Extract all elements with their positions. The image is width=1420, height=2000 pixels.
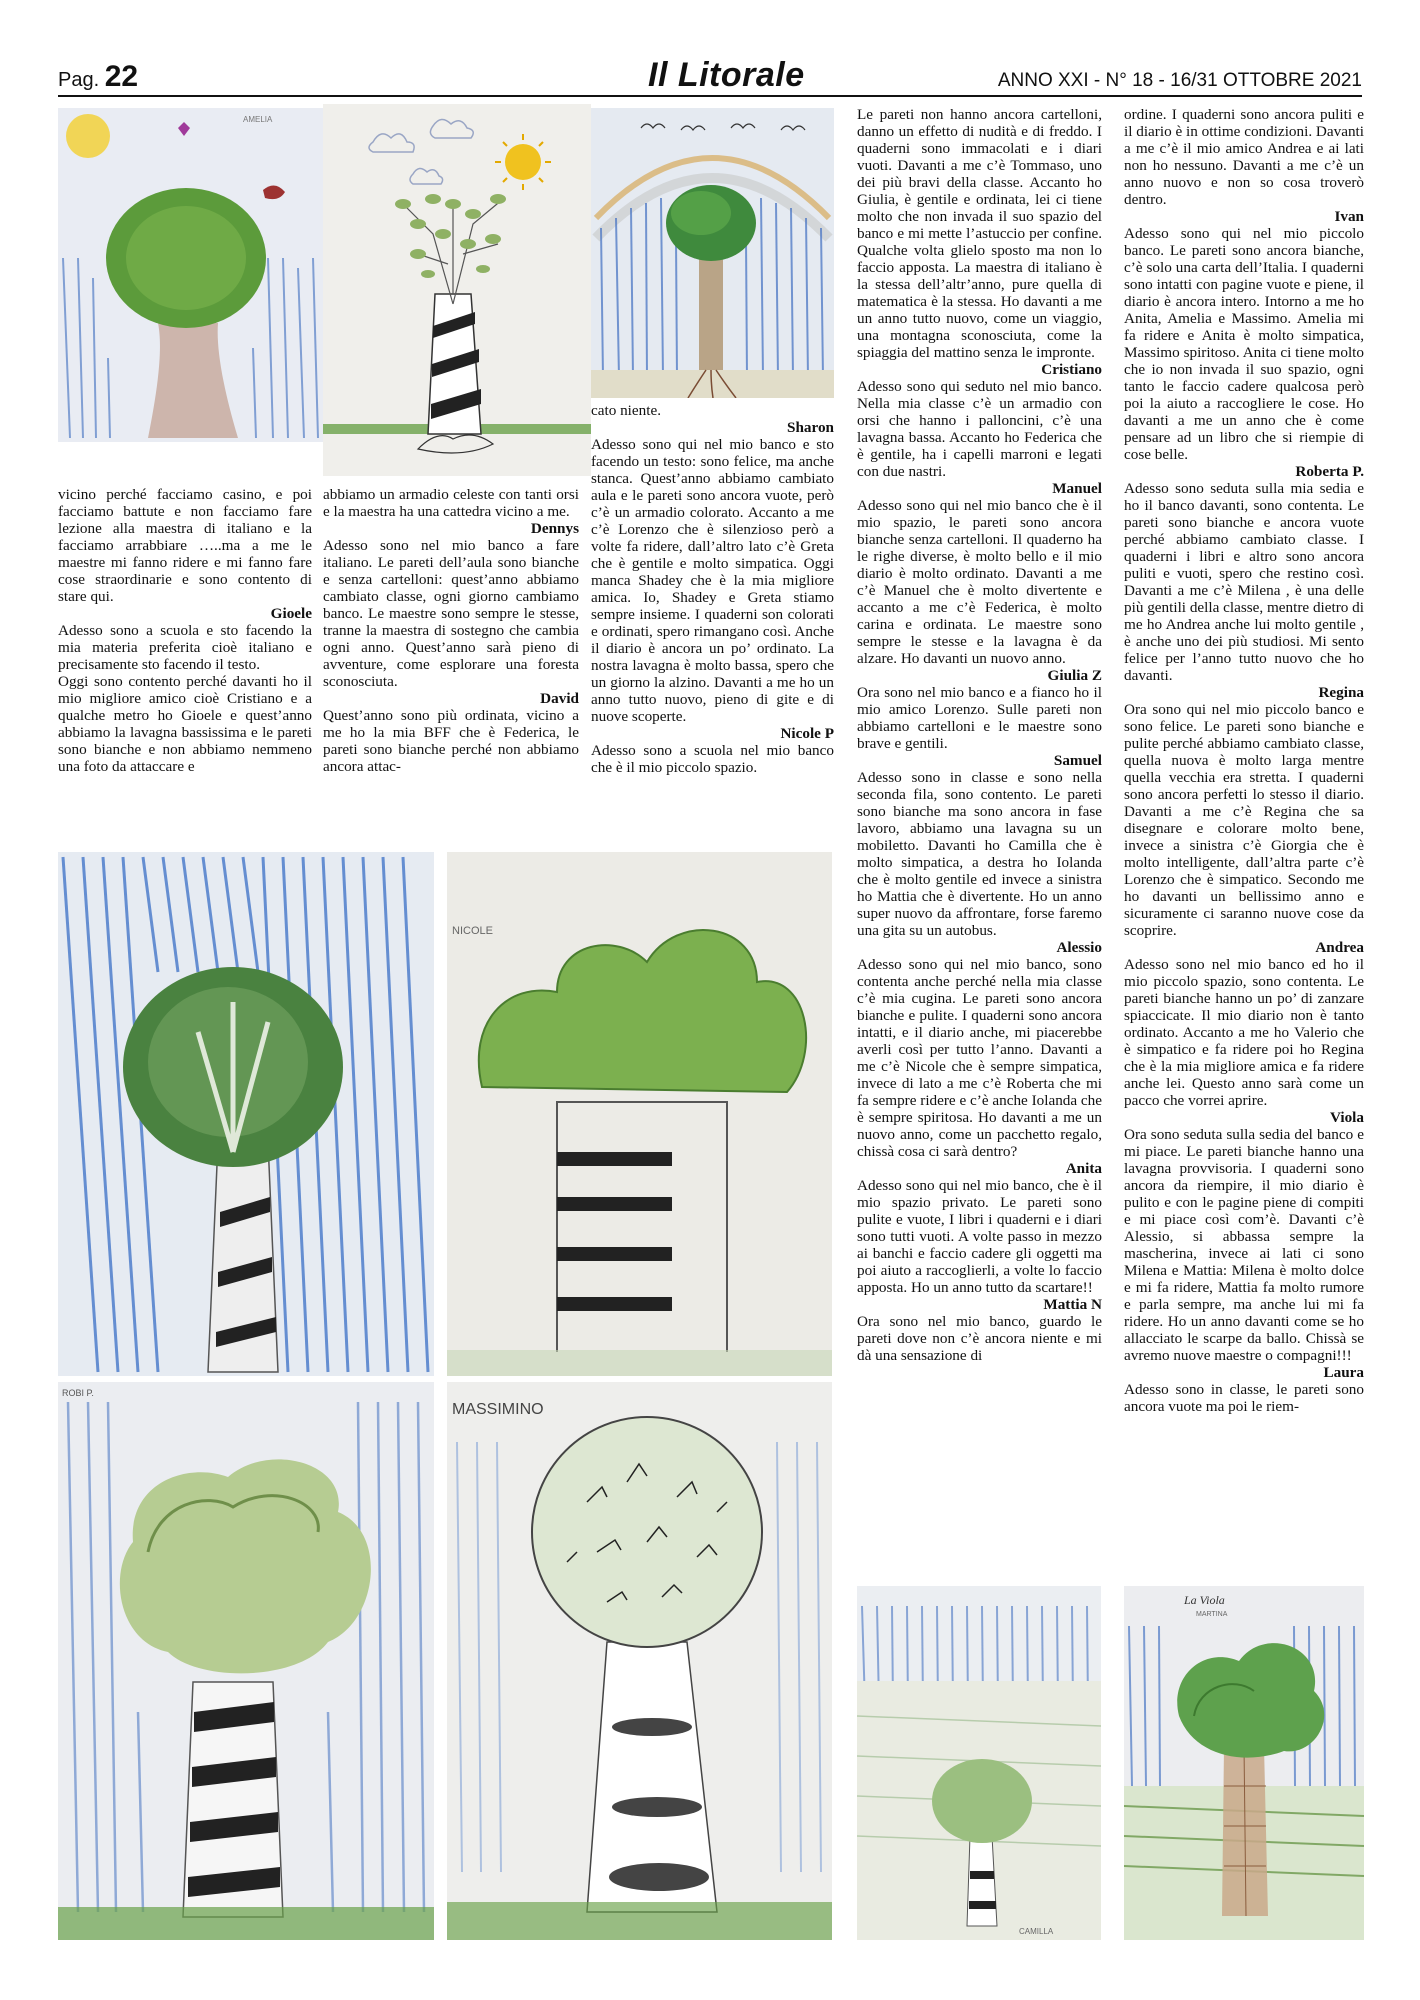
column-2 bbox=[323, 486, 579, 852]
drawing-label-robi: ROBI P. bbox=[62, 1388, 94, 1398]
author-signature: Nicole P bbox=[780, 725, 834, 742]
author-signature: Dennys bbox=[530, 520, 579, 537]
drawing-label-nicole: NICOLE bbox=[452, 925, 493, 937]
page-number: 22 bbox=[104, 60, 139, 93]
author-signature: Viola bbox=[1329, 1109, 1364, 1126]
text-paragraph: Adesso sono qui nel mio banco, sono contenta anche perché nella mia classe c’è mia cugina. Le pareti sono ancora bianche e pulite. I quaderni sono ancora intatti, e il diario anche, mi piacerebbe averli così per tutto l’anno. Davanti a me c’è Nicole che è sempre simpatica, invece di lato a me c’è Roberta che mi fa sempre ridere e c’è anche Iolanda che è sempre spiritosa. Ho davanti a me un nuovo anno, come un pacchetto regalo, chissà cosa ci sarà dentro? bbox=[857, 956, 1102, 1160]
author-signature: Gioele bbox=[270, 605, 312, 622]
drawing-label-viola: La Viola bbox=[1184, 1593, 1225, 1607]
author-signature: Samuel bbox=[1053, 752, 1102, 769]
column-1 bbox=[58, 486, 312, 852]
drawing-label-massimino: MASSIMINO bbox=[452, 1401, 544, 1418]
text-paragraph: Adesso sono seduta sulla mia sedia e ho il banco davanti, sono contenta. Le pareti sono bianche e ancora vuote perché abbiamo cambiato classe. I quaderni i libri e altro sono ancora puliti e vuoti, spero che restino così. Davanti a me c’è Milena , è una delle più gentili della classe, mentre dietro di me ho Andrea anche lui molto gentile , è anche uno dei più studiosi. Mi sento felice per l’anno tutto nuovo che ho davanti. bbox=[1124, 480, 1364, 684]
text-paragraph: Adesso sono qui nel mio piccolo banco. Le pareti sono ancora bianche, c’è solo una carta dell’Italia. I quaderni sono intatti con pagine vuote e piene, il diario è ancora intero. Intorno a me ho Anita, Amelia e Massimo. Amelia mi fa ridere e Anita è molto simpatica, Massimo spiritoso. Anita ci tiene molto che io non invada il suo spazio, ogni tanto le faccio cadere qualcosa però poi la aiuto a raccogliere le cose. Ho davanti a me un anno che è come pensare ad un libro che si riempie di cose belle. bbox=[1124, 225, 1364, 463]
text-paragraph: Adesso sono in classe, le pareti sono ancora vuote ma poi le riem- bbox=[1124, 1381, 1364, 1415]
issue-info: ANNO XXI - N° 18 - 16/31 OTTOBRE 2021 bbox=[997, 70, 1362, 91]
drawing-label-amelia: AMELIA bbox=[243, 115, 273, 124]
text-paragraph: Adesso sono qui seduto nel mio banco. Nella mia classe c’è un armadio con orsi che hanno i palloncini, c’è una lavagna bassa. Accanto ho Federica che è gentile, ha i capelli marroni e legati con due nastri. bbox=[857, 378, 1102, 480]
author-signature: Sharon bbox=[787, 419, 834, 436]
drawing-label-camilla: CAMILLA bbox=[1019, 1927, 1054, 1936]
author-signature: Anita bbox=[1065, 1160, 1102, 1177]
text-paragraph: ordine. I quaderni sono ancora puliti e il diario è in ottime condizioni. Davanti a me c’è il mio amico Andrea e ai lati non ho nessuno. Davanti a me c’è un anno nuovo e non so cosa troverò dentro. bbox=[1124, 106, 1364, 208]
drawing-massimino bbox=[447, 1382, 832, 1940]
drawing-amelia bbox=[58, 108, 324, 442]
text-paragraph: Ora sono nel mio banco, guardo le pareti dove non c’è ancora niente e mi dà una sensazione di bbox=[857, 1313, 1102, 1364]
drawing-tree-sun bbox=[323, 104, 591, 476]
drawing-label-viola-sub: MARTINA bbox=[1196, 1611, 1228, 1618]
drawing-robi bbox=[58, 1382, 434, 1940]
drawing-tree-arch bbox=[591, 108, 834, 398]
author-signature: Alessio bbox=[1056, 939, 1102, 956]
text-paragraph: Adesso sono nel mio banco ed ho il mio piccolo spazio, sono contenta. Le pareti bianche hanno un po’ di zanzare spiaccicate. Il mio diario non è tanto ordinato. Accanto a me ho Valerio che è simpatico e fa ridere poi ho Regina che è la mia migliore amica e fa ridere anche lei. Questo anno sarà come un pacco che vorrei aprire. bbox=[1124, 956, 1364, 1109]
header-rule bbox=[58, 95, 1362, 97]
text-paragraph: Adesso sono a scuola nel mio banco che è il mio piccolo spazio. bbox=[591, 742, 834, 776]
text-paragraph: Adesso sono nel mio banco a fare italiano. Le pareti dell’aula sono bianche e senza cartelloni: quest’anno abbiamo cambiato classe, ogni giorno cambiamo banco. Le maestre sono sempre le stesse, tranne la maestra di sostegno che cambia ogni anno. Quest’anno sarà pieno di avventure, come esplorare una foresta sconosciuta. bbox=[323, 537, 579, 690]
text-paragraph: Ora sono seduta sulla sedia del banco e mi piace. Le pareti bianche hanno una lavagna provvisoria. I quaderni sono ancora da riempire, il mio diario è pulito e con le pagine piene di compiti e mi piace così com’è. Davanti c’è Alessio, si abbassa sempre la mascherina, invece ai lati ci sono Milena e Mattia: Milena è molto dolce e mi fa ridere, Mattia fa molto rumore e parla sempre, ma anche lui mi fa ridere. Ho un anno davanti come se ho allacciato le scarpe da ballo. Chissà se avremo nuove maestre o compagni!!! bbox=[1124, 1126, 1364, 1364]
text-paragraph: Adesso sono qui nel mio banco e sto facendo un testo: sono felice, ma anche stanca. Quest’anno abbiamo cambiato aula e le pareti sono ancora vuote, però c’è un armadio colorato. Accanto a me c’è Lorenzo che è silenzioso però a volte fa ridere, dall’altro lato c’è Greta che è gentile e molto simpatica. Oggi manca Shadey che è la mia migliore amica. Io, Shadey e Greta stiamo sempre insieme. I quaderni son colorati e ordinati, spero rimangano così. Anche il diario è ancora un po’ ordinato. La nostra lavagna è molto bassa, spero che un giorno la alzino. Davanti a me ho un anno tutto nuovo, pieno di gite e di nuove scoperte. bbox=[591, 436, 834, 725]
text-paragraph: vicino perché facciamo casino, e poi facciamo battute e non facciamo fare lezione alla maestra di italiano e la facciamo arrabbiare …..ma a me le maestre mi fanno ridere e mi fanno fare cose straordinarie e sono contento di stare qui. bbox=[58, 486, 312, 605]
text-paragraph: Ora sono qui nel mio piccolo banco e sono felice. Le pareti sono bianche e pulite perché abbiamo cambiato classe, quella nuova è molto larga mentre quella vecchia era stretta. I quaderni sono ancora perfetti lo stesso il diario. Davanti a me c’è Regina che sa disegnare e colorare molto bene, invece a sinistra c’è Giorgia che è molto intelligente, dall’altra parte c’è Lorenzo che è simpatico. Secondo me ho davanti un bellissimo anno e sicuramente ci saranno nuove cose da scoprire. bbox=[1124, 701, 1364, 939]
author-signature: Regina bbox=[1318, 684, 1364, 701]
author-signature: Roberta P. bbox=[1295, 463, 1364, 480]
text-paragraph: Adesso sono a scuola e sto facendo la mia materia preferita cioè italiano e precisamente sto facendo il testo. bbox=[58, 622, 312, 673]
author-signature: Andrea bbox=[1315, 939, 1364, 956]
column-5 bbox=[1124, 106, 1364, 1576]
drawing-blue-tree bbox=[58, 852, 434, 1376]
drawing-nicole bbox=[447, 852, 832, 1376]
author-signature: Cristiano bbox=[1041, 361, 1102, 378]
drawing-viola bbox=[1124, 1586, 1364, 1940]
author-signature: Ivan bbox=[1334, 208, 1364, 225]
author-signature: Giulia Z bbox=[1047, 667, 1102, 684]
author-signature: David bbox=[540, 690, 579, 707]
text-paragraph: Quest’anno sono più ordinata, vicino a me ho la mia BFF che è Federica, le pareti sono bianche perché non abbiamo ancora attac- bbox=[323, 707, 579, 775]
column-4 bbox=[857, 106, 1102, 1576]
author-signature: Laura bbox=[1323, 1364, 1364, 1381]
author-signature: Manuel bbox=[1052, 480, 1102, 497]
text-paragraph: abbiamo un armadio celeste con tanti orsi e la maestra ha una cattedra vicino a me. bbox=[323, 486, 579, 520]
text-paragraph: Le pareti non hanno ancora cartelloni, danno un effetto di nudità e di freddo. I quaderni sono immacolati e i diari vuoti. Davanti a me c’è Tommaso, uno dei più bravi della classe. Accanto ho Giulia, è gentile e ordinata, lei ci tiene molto che non invada il suo spazio del banco e mi mette l’astuccio per confine. Qualche volta glielo sposto ma non lo faccio apposta. La maestra di italiano è la stessa dell’altr’anno, pure quella di matematica è la stessa. Ho davanti a me un anno tutto nuovo, come un viaggio, una montagna sconosciuta, come la spiaggia del mattino senza le impronte. bbox=[857, 106, 1102, 361]
masthead: Il Litorale bbox=[648, 56, 805, 94]
page-label: Pag. 22 bbox=[58, 60, 139, 93]
drawing-camilla bbox=[857, 1586, 1101, 1940]
author-signature: Mattia N bbox=[1043, 1296, 1102, 1313]
text-paragraph: Adesso sono qui nel mio banco, che è il mio spazio privato. Le pareti sono pulite e vuote, I libri i quaderni e i diari sono tutti vuoti. A volte passo in mezzo ai banchi e faccio cadere gli oggetti ma poi aiuto a raccoglierli, a volte lo faccio apposta. Ho un anno tutto da scartare!! bbox=[857, 1177, 1102, 1296]
text-paragraph: Oggi sono contento perché davanti ho il mio migliore amico cioè Cristiano e a qualche metro ho Gioele e quest’anno abbiamo la lavagna bassissima e le pareti sono bianche e non abbiamo nemmeno una foto da attaccare e bbox=[58, 673, 312, 775]
column-3 bbox=[591, 402, 834, 852]
text-paragraph: cato niente. bbox=[591, 402, 661, 419]
text-paragraph: Adesso sono qui nel mio banco che è il mio spazio, le pareti sono ancora bianche senza cartelloni. Il quaderno ha le righe diverse, è molto bello e il mio diario è molto ordinato. Davanti a me c’è Manuel che è molto divertente e accanto a me c’è Federica, è molto carina e ordinata. Le maestre sono sempre le stesse e la lavagna è da alzare. Ho davanti un nuovo anno. bbox=[857, 497, 1102, 667]
text-paragraph: Ora sono nel mio banco e a fianco ho il mio amico Lorenzo. Sulle pareti non abbiamo cartelloni e le maestre sono brave e gentili. bbox=[857, 684, 1102, 752]
text-paragraph: Adesso sono in classe e sono nella seconda fila, sono contento. Le pareti sono bianche ma sono ancora in fase lavoro, abbiamo una lavagna su un mobiletto. Davanti ho Camilla che è molto simpatica, a destra ho Iolanda che è molto gentile ed invece a sinistra ho Mattia che è divertente. Ho un anno super nuovo da affrontare, forse faremo una gita su un autobus. bbox=[857, 769, 1102, 939]
